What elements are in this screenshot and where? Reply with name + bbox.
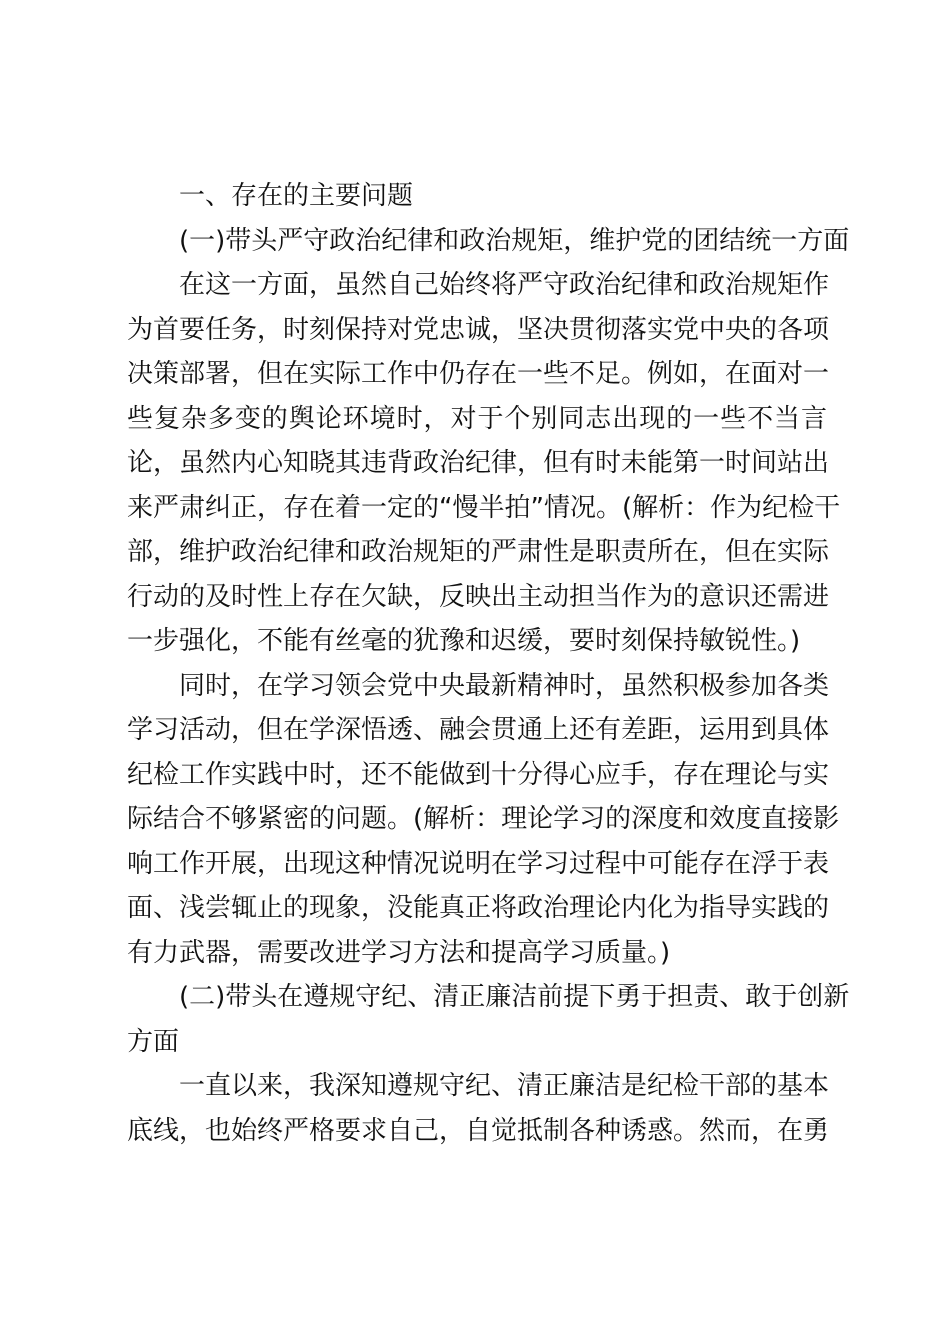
paragraph-line: 行动的及时性上存在欠缺，反映出主动担当作为的意识还需进 — [127, 581, 830, 612]
paragraph-1 — [127, 263, 841, 664]
paragraph-line: 些复杂多变的舆论环境时，对于个别同志出现的一些不当言 — [127, 403, 827, 434]
paragraph-line: 来严肃纠正，存在着一定的“慢半拍”情况。(解析：作为纪检干 — [127, 492, 841, 523]
paragraph-line: 响工作开展，出现这种情况说明在学习过程中可能存在浮于表 — [127, 848, 830, 879]
paragraph-line: 一直以来，我深知遵规守纪、清正廉洁是纪检干部的基本 — [179, 1071, 830, 1101]
subsection-title-1: (一)带头严守政治纪律和政治规矩，维护党的团结统一方面 — [179, 225, 850, 256]
paragraph-line: 为首要任务，时刻保持对党忠诚，坚决贯彻落实党中央的各项 — [127, 314, 830, 345]
paragraph-line: 决策部署，但在实际工作中仍存在一些不足。例如，在面对一 — [127, 359, 830, 389]
paragraph-line: 学习活动，但在学深悟透、融会贯通上还有差距，运用到具体 — [127, 715, 830, 745]
section-title: 一、存在的主要问题 — [179, 181, 414, 211]
paragraph-line: 论，虽然内心知晓其违背政治纪律，但有时未能第一时间站出 — [127, 448, 830, 478]
paragraph-2 — [127, 664, 840, 976]
paragraph-line: 底线，也始终严格要求自己，自觉抵制各种诱惑。然而，在勇 — [127, 1115, 830, 1146]
paragraph-line: 一步强化，不能有丝毫的犹豫和迟缓，要时刻保持敏锐性。) — [127, 626, 801, 656]
paragraph-line: 纪检工作实践中时，还不能做到十分得心应手，存在理论与实 — [127, 759, 830, 790]
paragraph-3 — [127, 1064, 830, 1153]
subsection-title-2 — [127, 975, 850, 1064]
document-body — [127, 174, 850, 1153]
paragraph-line: 际结合不够紧密的问题。(解析：理论学习的深度和效度直接影 — [127, 804, 840, 834]
subsection-title-line: 方面 — [127, 1026, 180, 1057]
paragraph-line: 面、浅尝辄止的现象，没能真正将政治理论内化为指导实践的 — [127, 893, 830, 923]
subsection-title-line: (二)带头在遵规守纪、清正廉洁前提下勇于担责、敢于创新 — [179, 982, 850, 1012]
paragraph-line: 部，维护政治纪律和政治规矩的严肃性是职责所在，但在实际 — [127, 537, 830, 567]
paragraph-line: 同时，在学习领会党中央最新精神时，虽然积极参加各类 — [179, 670, 830, 701]
paragraph-line: 有力武器，需要改进学习方法和提高学习质量。) — [127, 937, 671, 968]
paragraph-line: 在这一方面，虽然自己始终将严守政治纪律和政治规矩作 — [179, 270, 830, 300]
